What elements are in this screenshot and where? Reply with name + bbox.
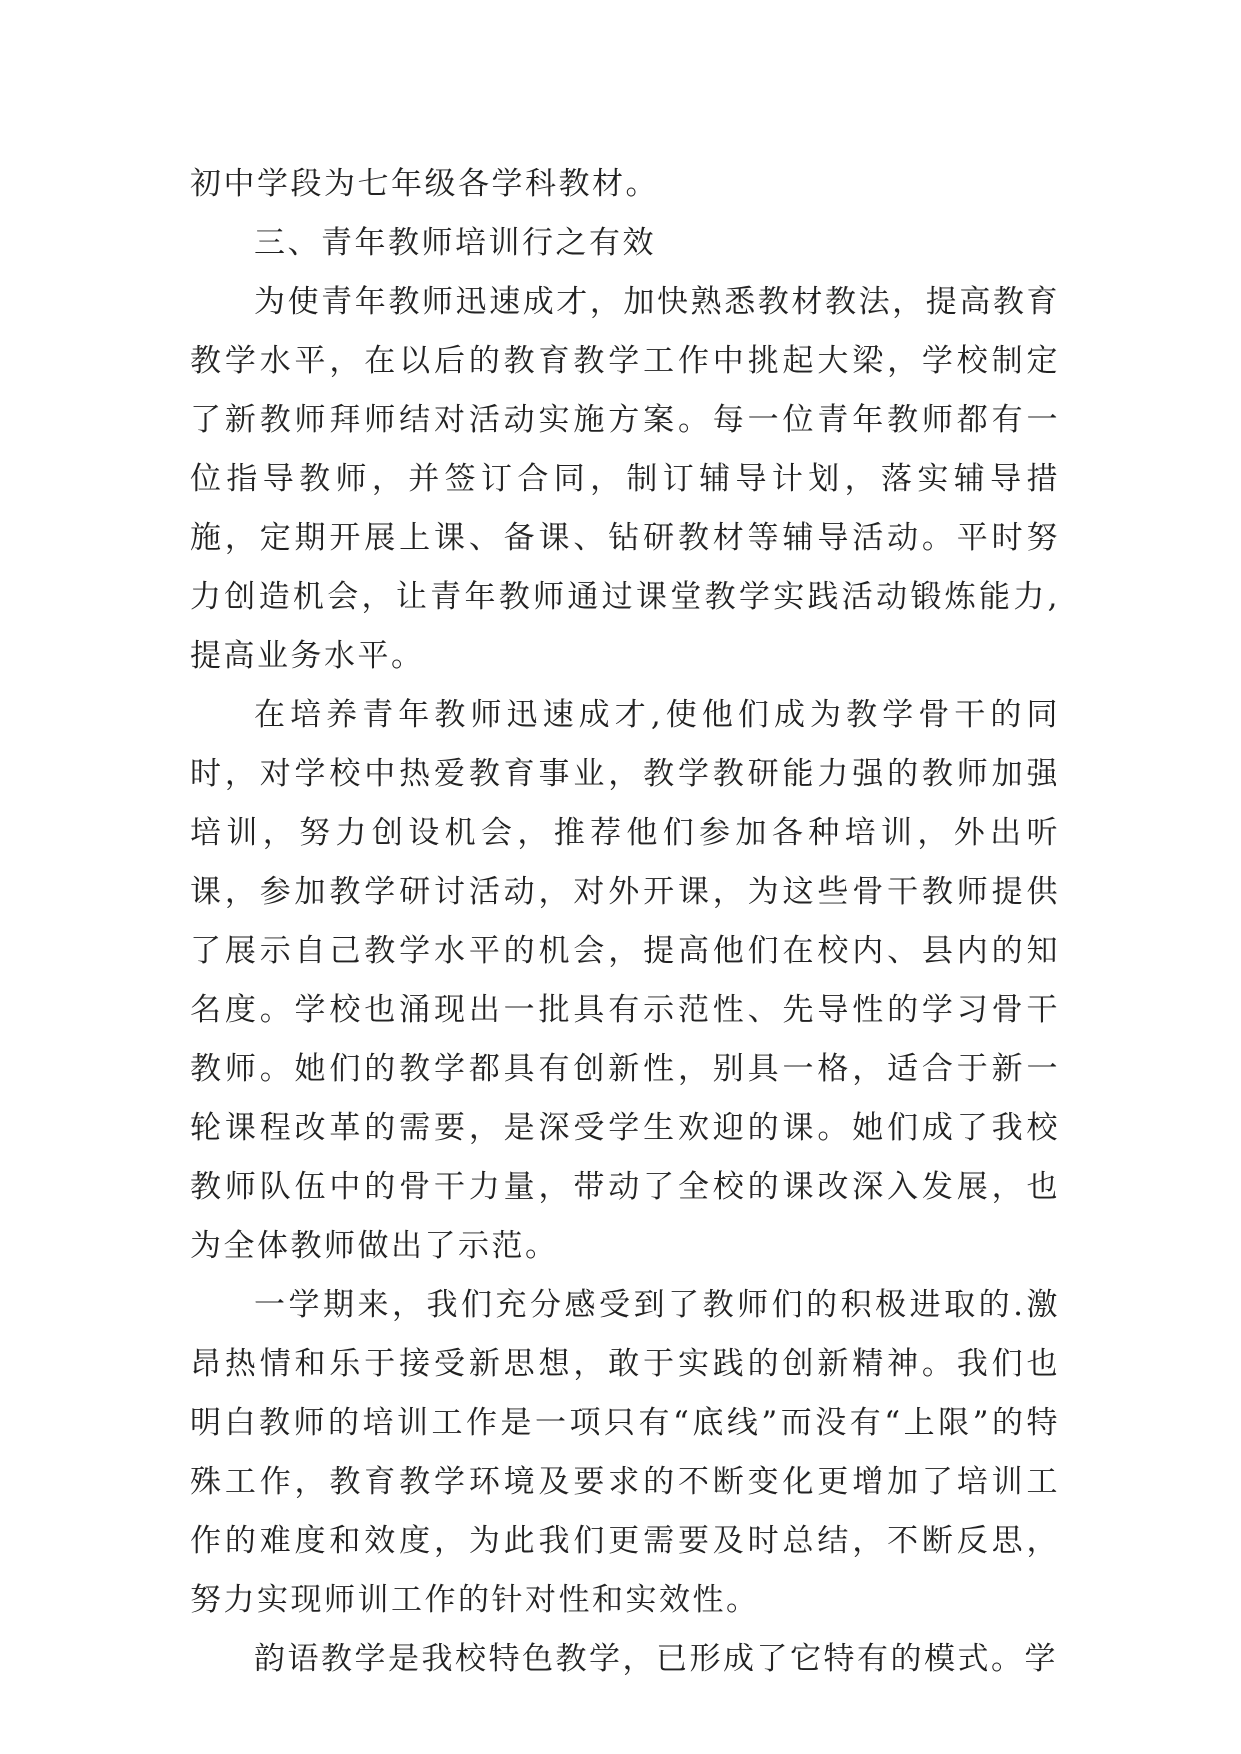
paragraph: 在培养青年教师迅速成才,使他们成为教学骨干的同时，对学校中热爱教育事业，教学教研能力强的教师加强培训，努力创设机会，推荐他们参加各种培训，外出听课，参加教学研讨活动，对外开课，为这些骨干教师提供了展示自己教学水平的机会，提高他们在校内、县内的知名度。学校也涌现出一批具有示范性、先导性的学习骨干教师。她们的教学都具有创新性，别具一格，适合于新一轮课程改革的需要，是深受学生欢迎的课。她们成了我校教师队伍中的骨干力量，带动了全校的课改深入发展，也为全体教师做出了示范。 <box>190 697 1060 1264</box>
document-body <box>190 155 1060 1689</box>
paragraph: 为使青年教师迅速成才，加快熟悉教材教法，提高教育教学水平，在以后的教育教学工作中挑起大梁，学校制定了新教师拜师结对活动实施方案。每一位青年教师都有一位指导教师，并签订合同，制订辅导计划，落实辅导措施，定期开展上课、备课、钻研教材等辅导活动。平时努力创造机会，让青年教师通过课堂教学实践活动锻炼能力,提高业务水平。 <box>190 284 1060 674</box>
paragraph: 一学期来，我们充分感受到了教师们的积极进取的.激昂热情和乐于接受新思想，敢于实践的创新精神。我们也明白教师的培训工作是一项只有“底线”而没有“上限”的特殊工作，教育教学环境及要求的不断变化更增加了培训工作的难度和效度，为此我们更需要及时总结，不断反思，努力实现师训工作的针对性和实效性。 <box>190 1287 1060 1618</box>
section-heading: 三、青年教师培训行之有效 <box>254 225 656 261</box>
paragraph-continuation: 初中学段为七年级各学科教材。 <box>190 166 659 202</box>
paragraph-truncated: 韵语教学是我校特色教学，已形成了它特有的模式。学 <box>254 1641 1058 1677</box>
